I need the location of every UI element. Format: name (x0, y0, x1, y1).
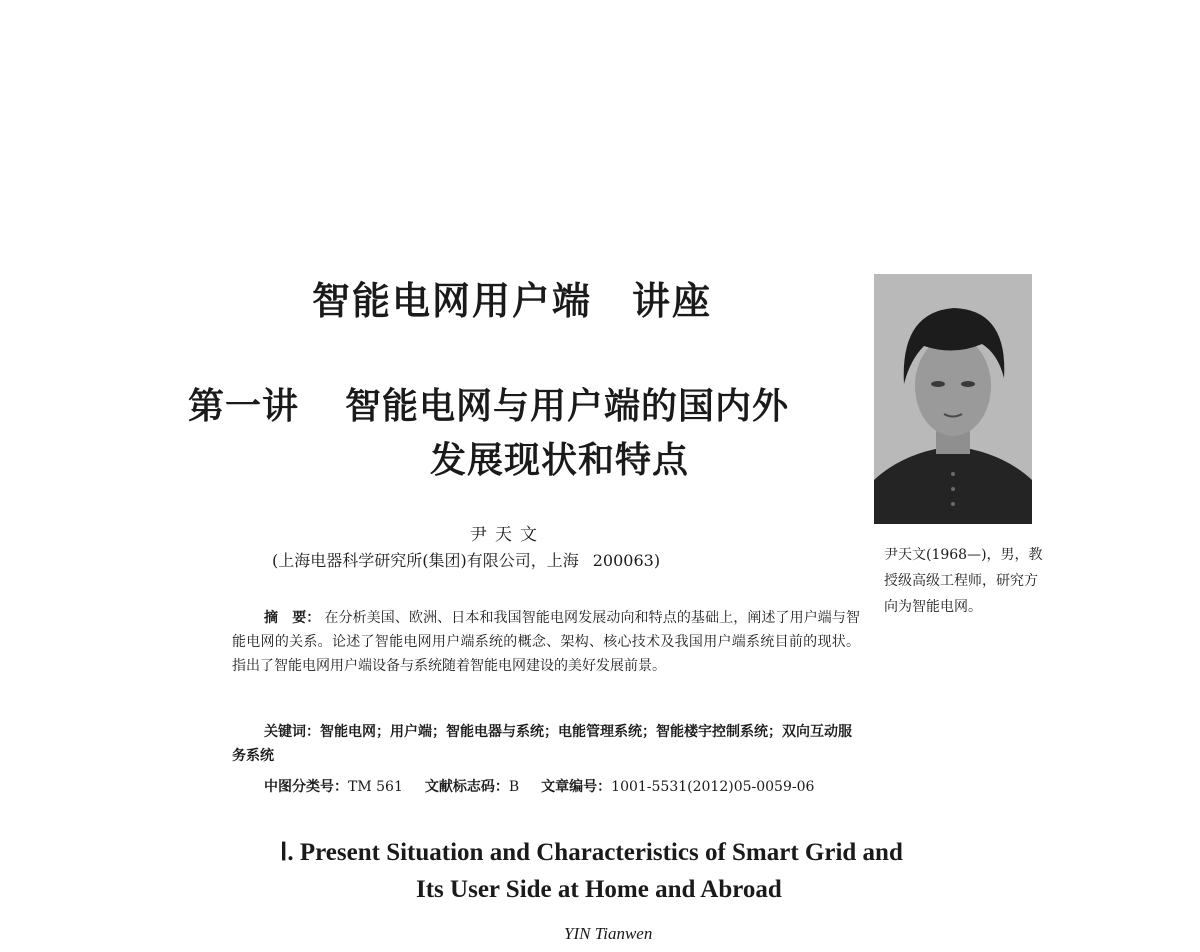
series-title (312, 276, 722, 326)
clc-value: TM 561 (348, 779, 403, 795)
doc-code-label: 文献标志码： (424, 779, 509, 795)
lecture-title-line1 (188, 382, 848, 432)
doc-code-value: B (508, 779, 520, 795)
english-title-line1: Ⅰ. Present Situation and Characteristics of Smart Grid and (280, 839, 903, 866)
author-name: 尹天文 (470, 525, 545, 545)
classification-line (264, 776, 836, 796)
abstract (232, 606, 860, 678)
affiliation-text: (上海电器科学研究所(集团)有限公司，上海 (272, 551, 579, 570)
author-photo (874, 274, 1032, 524)
author-affiliation (272, 548, 660, 571)
lecture-title-text1: 智能电网与用户端的国内外 (345, 386, 790, 427)
affiliation-postcode: 200063) (592, 551, 661, 570)
abstract-text: 在分析美国、欧洲、日本和我国智能电网发展动向和特点的基础上，阐述了用户端与智能电网的关系。论述了智能电网用户端系统的概念、架构、核心技术及我国用户端系统目前的现状。指出了智能电网用户端设备与系统随着智能电网建设的美好发展前景。 (232, 610, 860, 674)
lecture-title (188, 382, 848, 486)
lecture-title-line2: 发展现状和特点 (430, 440, 690, 481)
article-no-label: 文章编号： (541, 779, 612, 795)
keywords-text: 智能电网；用户端；智能电器与系统；电能管理系统；智能楼宇控制系统；双向互动服务系统 (232, 724, 852, 764)
article-no-value: 1001-5531(2012)05-0059-06 (611, 779, 815, 795)
author-bio: 尹天文(1968—)，男，教授级高级工程师，研究方向为智能电网。 (884, 547, 1043, 615)
series-title-sub: 讲座 (632, 279, 713, 323)
keywords-label: 关键词： (264, 724, 320, 740)
lecture-number: 第一讲 (188, 386, 300, 427)
english-author: YIN Tianwen (564, 924, 653, 943)
abstract-label: 摘 要： (264, 610, 321, 626)
keywords (232, 720, 860, 768)
english-title (280, 834, 960, 908)
author-portrait-icon (874, 274, 1032, 524)
english-title-line2: Its User Side at Home and Abroad (416, 876, 782, 903)
clc-label: 中图分类号： (264, 779, 348, 795)
series-title-main: 智能电网用户端 (312, 279, 593, 323)
